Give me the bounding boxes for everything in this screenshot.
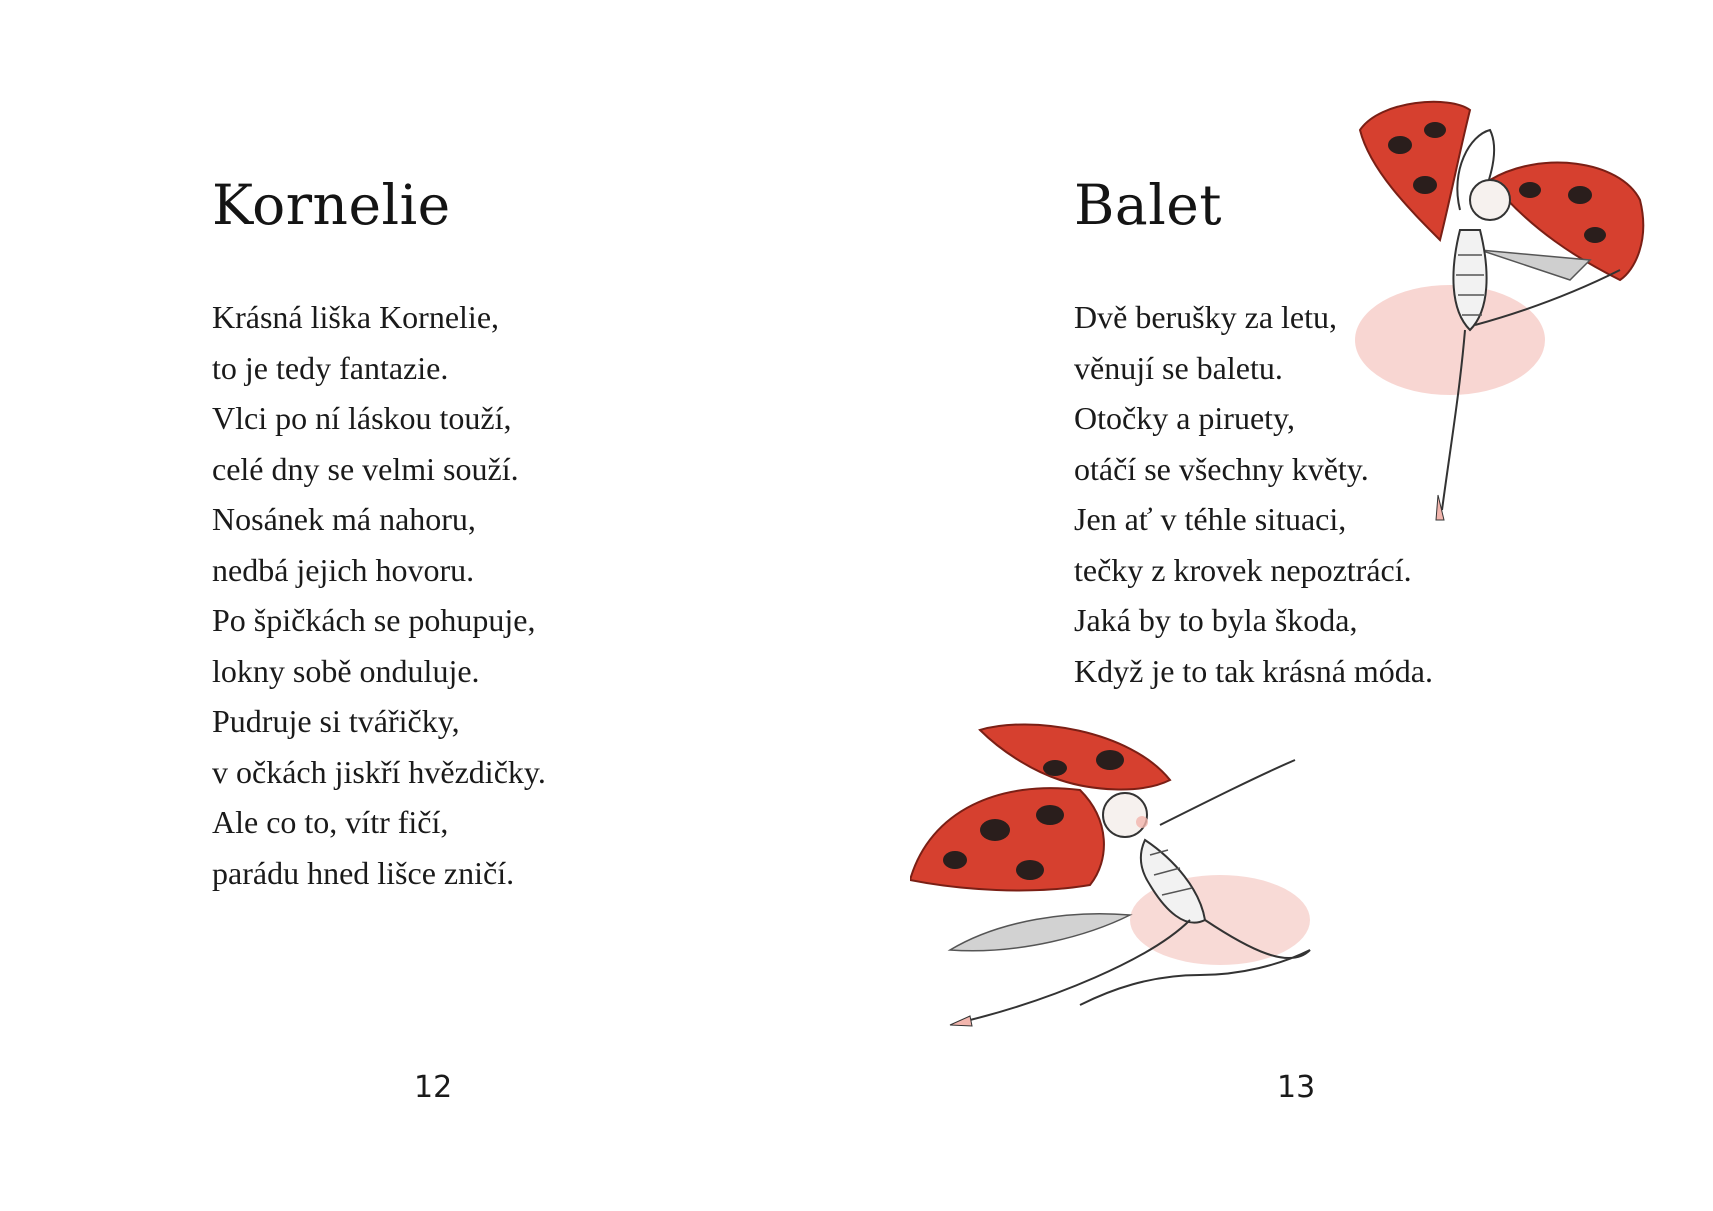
poem-line: Otočky a piruety, — [1074, 400, 1295, 436]
poem-line: to je tedy fantazie. — [212, 349, 449, 386]
left-wing — [1360, 102, 1470, 240]
poem-line: Jaká by to byla škoda, — [1074, 602, 1358, 638]
poem-line: v očkách jiskří hvězdičky. — [212, 753, 546, 790]
arm — [1160, 760, 1295, 825]
poem-line: celé dny se velmi souží. — [212, 450, 519, 487]
poem-title-kornelie: Kornelie — [212, 173, 451, 237]
wing-spot — [1096, 750, 1124, 770]
wing-spot — [1016, 860, 1044, 880]
poem-kornelie — [212, 292, 546, 898]
poem-line: Dvě berušky za letu, — [1074, 299, 1338, 335]
poem-line: parádu hned lišce zničí. — [212, 854, 515, 891]
page-number-left: 12 — [414, 1070, 453, 1105]
poem-line: Po špičkách se pohupuje, — [212, 602, 536, 638]
poem-line: otáčí se všechny květy. — [1074, 450, 1369, 487]
ladybug-ballerina-top-illustration — [1340, 90, 1690, 590]
wing-spot — [1388, 136, 1412, 154]
head — [1103, 793, 1147, 837]
poem-line: věnují se baletu. — [1074, 349, 1283, 386]
wing-spot — [1584, 227, 1606, 243]
poem-line: Nosánek má nahoru, — [212, 501, 476, 537]
poem-line: lokny sobě onduluje. — [212, 652, 480, 689]
ladybug-ballerina-bottom-illustration — [910, 720, 1350, 1100]
upper-wing — [980, 724, 1170, 789]
wing-spot — [1568, 186, 1592, 204]
page-number-right: 13 — [1277, 1070, 1316, 1105]
wing-spot — [1424, 122, 1446, 138]
wing-spot — [1043, 760, 1067, 776]
lower-wing — [910, 788, 1104, 890]
wing-spot — [1519, 182, 1541, 198]
poem-line: nedbá jejich hovoru. — [212, 551, 475, 588]
wing-spot — [1036, 805, 1064, 825]
hind-wing — [950, 914, 1130, 951]
wing-spot — [1413, 176, 1437, 194]
left-page — [0, 0, 856, 1211]
tutu — [1355, 285, 1545, 395]
pointe-shoe — [950, 1016, 972, 1026]
head — [1470, 180, 1510, 220]
wing-spot — [980, 819, 1010, 841]
cheek — [1136, 816, 1148, 828]
poem-line: Pudruje si tvářičky, — [212, 703, 460, 739]
poem-title-balet: Balet — [1074, 173, 1222, 237]
poem-line: Vlci po ní láskou touží, — [212, 400, 512, 436]
poem-line: Ale co to, vítr fičí, — [212, 804, 449, 840]
poem-line: Když je to tak krásná móda. — [1074, 652, 1433, 689]
poem-line: Jen ať v téhle situaci, — [1074, 501, 1347, 537]
poem-line: Krásná liška Kornelie, — [212, 299, 500, 335]
wing-spot — [943, 851, 967, 869]
poem-line: tečky z krovek nepoztrácí. — [1074, 551, 1412, 588]
